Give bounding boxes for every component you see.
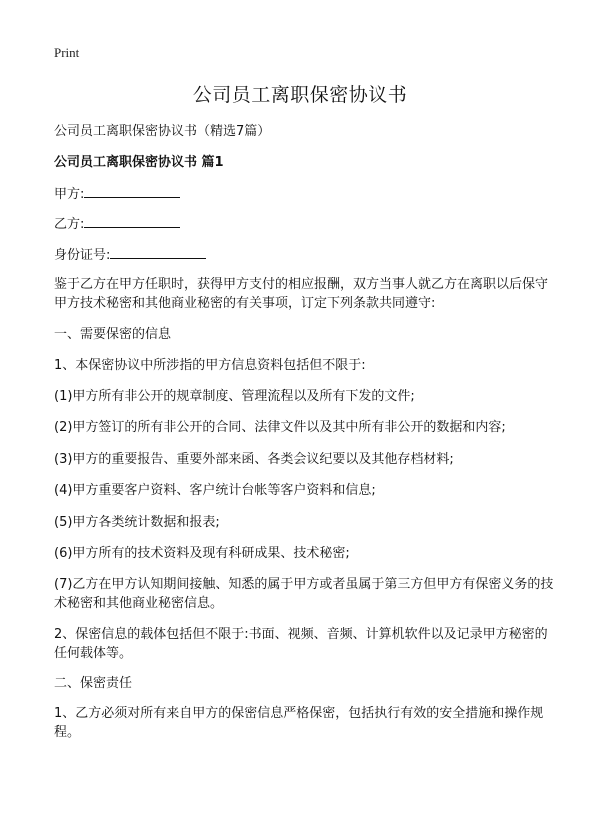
page-title: 公司员工离职保密协议书	[192, 84, 408, 106]
duty-clause-1: 1、乙方必须对所有来自甲方的保密信息严格保密，包括执行有效的安全措施和操作规程。	[54, 706, 544, 740]
party-a-label: 甲方:	[54, 187, 85, 202]
heading-confidential-duty: 二、保密责任	[54, 676, 133, 691]
list-item-5: (5)甲方各类统计数据和报表;	[54, 515, 220, 530]
list-item-4: (4)甲方重要客户资料、客户统计台帐等客户资料和信息;	[54, 483, 376, 498]
clause-2: 2、保密信息的载体包括但不限于:书面、视频、音频、计算机软件以及记录甲方秘密的任何载体等。	[54, 627, 548, 661]
subtitle: 公司员工离职保密协议书（精选7篇）	[54, 124, 271, 139]
id-number-blank	[110, 244, 206, 259]
list-item-6: (6)甲方所有的技术资料及现有科研成果、技术秘密;	[54, 546, 350, 561]
id-number-label: 身份证号:	[54, 248, 111, 263]
list-item-3: (3)甲方的重要报告、重要外部来函、各类会议纪要以及其他存档材料;	[54, 452, 454, 467]
party-b-blank	[84, 213, 180, 228]
list-item-7: (7)乙方在甲方认知期间接触、知悉的属于甲方或者虽属于第三方但甲方有保密义务的技术秘密和其他商业秘密信息。	[54, 577, 554, 611]
party-a-blank	[84, 183, 180, 198]
print-link[interactable]: Print	[54, 45, 80, 60]
party-b-field	[54, 213, 554, 234]
id-number-field	[54, 244, 554, 265]
intro-paragraph: 鉴于乙方在甲方任职时，获得甲方支付的相应报酬，双方当事人就乙方在离职以后保守甲方技术秘密和其他商业秘密的有关事项，订定下列条款共同遵守:	[54, 277, 549, 311]
heading-confidential-info: 一、需要保密的信息	[54, 327, 172, 342]
section-heading: 公司员工离职保密协议书 篇1	[54, 155, 224, 170]
list-item-2: (2)甲方签订的所有非公开的合同、法律文件以及其中所有非公开的数据和内容;	[54, 420, 506, 435]
clause-1: 1、本保密协议中所涉指的甲方信息资料包括但不限于:	[54, 358, 366, 373]
party-b-label: 乙方:	[54, 217, 85, 232]
party-a-field	[54, 183, 554, 204]
list-item-1: (1)甲方所有非公开的规章制度、管理流程以及所有下发的文件;	[54, 389, 415, 404]
